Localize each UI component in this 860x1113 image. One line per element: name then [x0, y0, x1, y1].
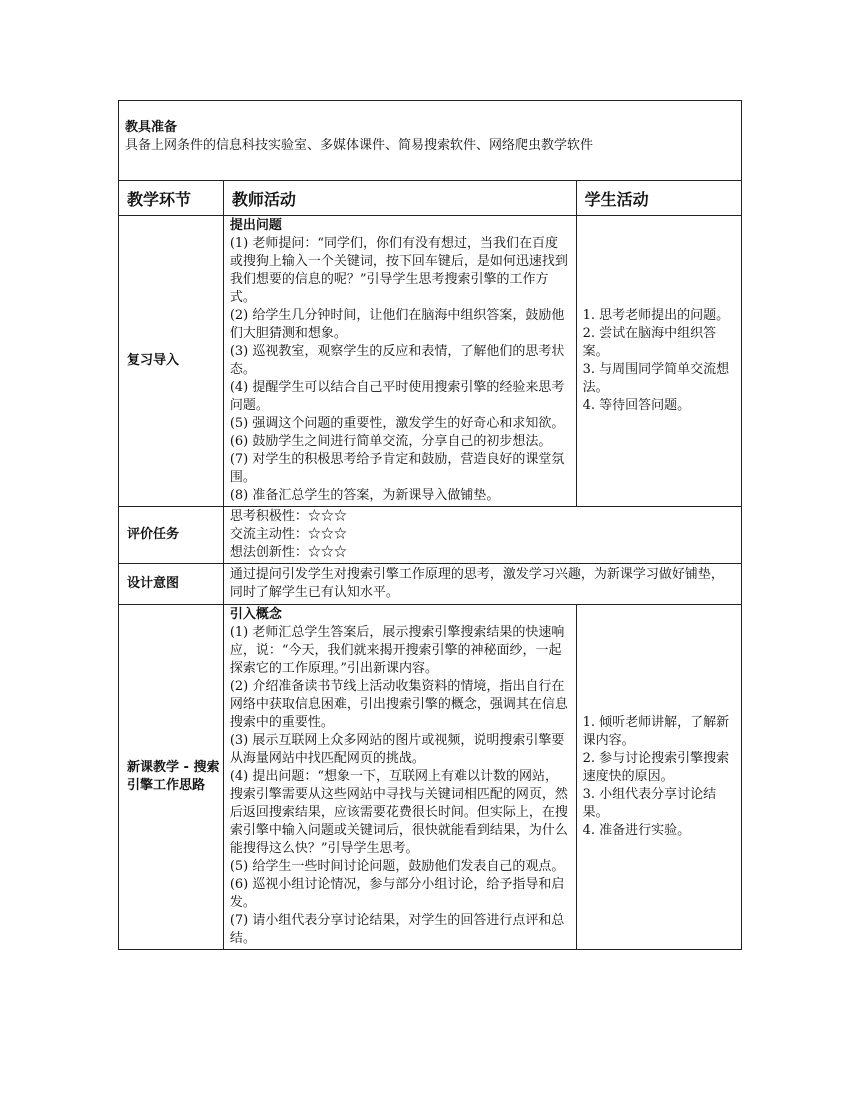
review-teacher-item: (6) 鼓励学生之间进行简单交流，分享自己的初步想法。: [229, 434, 552, 449]
newlesson-teacher-cell: [223, 605, 576, 950]
review-teacher-item: (2) 给学生几分钟时间，让他们在脑海中组织答案，鼓励他们大胆猜测和想象。: [229, 308, 565, 341]
newlesson-teacher-item: (4) 提出问题：“想象一下，互联网上有难以计数的网站，搜索引擎需要从这些网站中寻找与关键词相匹配的网页，然后返回搜索结果，应该需要花费很长时间。但实际上，在搜索引擎中输入问题或关键词后，很快就能看到结果，为什么能搜得这么快？”引导学生思考。: [229, 769, 568, 856]
review-subtitle: 提出问题: [229, 218, 282, 233]
prep-title: 教具准备: [125, 120, 178, 135]
intent-text: 通过提问引发学生对搜索引擎工作原理的思考，激发学习兴趣，为新课学习做好铺垫，同时了解学生已有认知水平。: [229, 567, 724, 600]
lesson-plan-page: [118, 100, 742, 950]
newlesson-teacher-item: (3) 展示互联网上众多网站的图片或视频，说明搜索引擎要从海量网站中找匹配网页的挑战。: [229, 733, 565, 766]
evaluation-cell: [223, 507, 741, 564]
newlesson-stage: 新课教学 - 搜索引擎工作思路: [119, 605, 224, 950]
review-student-item: 2. 尝试在脑海中组织答案。: [582, 326, 717, 359]
newlesson-student-item: 4. 准备进行实验。: [582, 823, 691, 838]
evaluation-item: 交流主动性：☆☆☆: [229, 527, 347, 542]
review-stage: 复习导入: [119, 216, 224, 507]
newlesson-student-cell: [576, 605, 741, 950]
newlesson-teacher-item: (2) 介绍准备读书节线上活动收集资料的情境，指出自行在网络中获取信息困难，引出搜索引擎的概念，强调其在信息搜索中的重要性。: [229, 679, 568, 730]
evaluation-row: [119, 507, 742, 564]
review-student-item: 3. 与周围同学简单交流想法。: [582, 362, 730, 395]
newlesson-teacher-item: (6) 巡视小组讨论情况，参与部分小组讨论，给予指导和启发。: [229, 877, 565, 910]
intent-stage: 设计意图: [119, 564, 224, 605]
newlesson-teacher-item: (1) 老师汇总学生答案后，展示搜索引擎搜索结果的快速响应，说：“今天，我们就来揭开搜索引擎的神秘面纱，一起探索它的工作原理。”引出新课内容。: [229, 625, 565, 676]
intent-row: [119, 564, 742, 605]
review-student-item: 1. 思考老师提出的问题。: [582, 308, 730, 323]
review-student-item: 4. 等待回答问题。: [582, 398, 691, 413]
review-teacher-item: (8) 准备汇总学生的答案，为新课导入做铺垫。: [229, 488, 500, 503]
header-row: [119, 181, 742, 216]
header-teacher: 教师活动: [223, 181, 576, 216]
prep-row: [119, 101, 742, 181]
review-teacher-item: (7) 对学生的积极思考给予肯定和鼓励，营造良好的课堂氛围。: [229, 452, 565, 485]
review-teacher-item: (3) 巡视教室，观察学生的反应和表情，了解他们的思考状态。: [229, 344, 565, 377]
review-teacher-item: (1) 老师提问：“同学们，你们有没有想过，当我们在百度或搜狗上输入一个关键词，按下回车键后，是如何迅速找到我们想要的信息的呢？”引导学生思考搜索引擎的工作方式。: [229, 236, 568, 305]
evaluation-stage: 评价任务: [119, 507, 224, 564]
intent-cell: [223, 564, 741, 605]
newlesson-subtitle: 引入概念: [229, 607, 282, 622]
review-teacher-item: (5) 强调这个问题的重要性，激发学生的好奇心和求知欲。: [229, 416, 565, 431]
newlesson-row: [119, 605, 742, 950]
prep-text: 具备上网条件的信息科技实验室、多媒体课件、简易搜索软件、网络爬虫教学软件: [125, 138, 594, 153]
newlesson-student-item: 3. 小组代表分享讨论结果。: [582, 787, 717, 820]
newlesson-student-item: 1. 倾听老师讲解，了解新课内容。: [582, 715, 730, 748]
lesson-plan-table: [118, 100, 742, 950]
review-student-cell: [576, 216, 741, 507]
evaluation-item: 想法创新性：☆☆☆: [229, 545, 347, 560]
review-row: [119, 216, 742, 507]
header-student: 学生活动: [576, 181, 741, 216]
review-teacher-item: (4) 提醒学生可以结合自己平时使用搜索引擎的经验来思考问题。: [229, 380, 565, 413]
review-teacher-cell: [223, 216, 576, 507]
newlesson-student-item: 2. 参与讨论搜索引擎搜索速度快的原因。: [582, 751, 730, 784]
newlesson-teacher-item: (5) 给学生一些时间讨论问题，鼓励他们发表自己的观点。: [229, 859, 565, 874]
newlesson-teacher-item: (7) 请小组代表分享讨论结果，对学生的回答进行点评和总结。: [229, 913, 565, 946]
header-stage: 教学环节: [119, 181, 224, 216]
prep-cell: [119, 101, 742, 181]
evaluation-item: 思考积极性：☆☆☆: [229, 509, 347, 524]
